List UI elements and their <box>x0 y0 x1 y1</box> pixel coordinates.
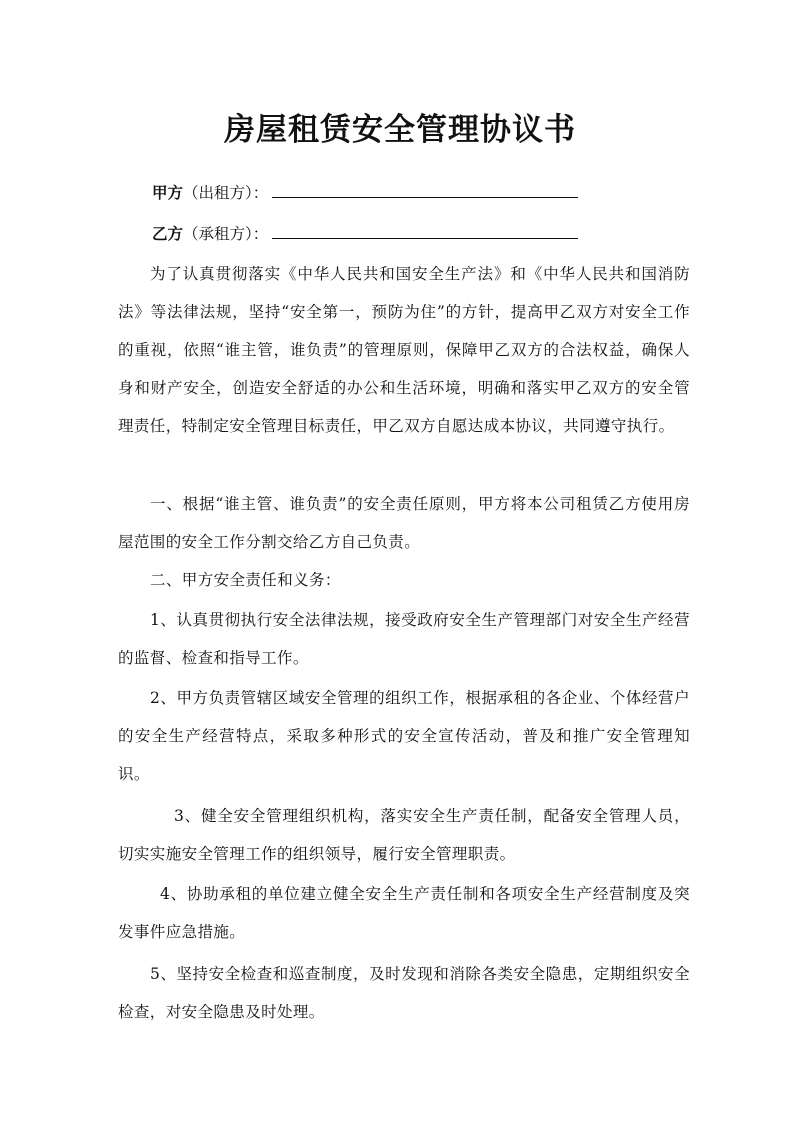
document-title: 房屋租赁安全管理协议书 <box>224 112 576 148</box>
party-b-role: （承租方）： <box>183 225 269 243</box>
clause-2-item-1: 1、认真贯彻执行安全法律法规，接受政府安全生产管理部门对安全生产经营的监督、检查和指导工作。 <box>118 611 690 667</box>
intro-paragraph: 为了认真贯彻落实《中华人民共和国安全生产法》和《中华人民共和国消防法》等法律法规，坚持“安全第一，预防为住”的方针，提高甲乙双方对安全工作的重视，依照“谁主管，谁负责”的管理原则，保障甲乙双方的合法权益，确保人身和财产安全，创造安全舒适的办公和生活环境，明确和落实甲乙双方的安全管理责任，特制定安全管理目标责任，甲乙双方自愿达成本协议，共同遵守执行。 <box>118 265 690 435</box>
clause-1: 一、根据“谁主管、谁负责”的安全责任原则，甲方将本公司租赁乙方使用房屋范围的安全工作分割交给乙方自己负责。 <box>118 495 690 551</box>
party-b-label: 乙方 <box>152 224 184 243</box>
clause-2-item-5: 5、坚持安全检查和巡查制度，及时发现和消除各类安全隐患，定期组织安全检查，对安全隐患及时处理。 <box>118 965 690 1021</box>
clause-2-heading: 二、甲方安全责任和义务： <box>150 571 341 589</box>
clause-2-item-4: 4、协助承租的单位建立健全安全生产责任制和各项安全生产经营制度及突发事件应急措施。 <box>118 885 690 941</box>
party-a-label: 甲方 <box>152 183 184 202</box>
party-b-line <box>152 222 578 246</box>
clause-2-item-2: 2、甲方负责管辖区域安全管理的组织工作，根据承租的各企业、个体经营户的安全生产经营特点，采取多种形式的安全宣传活动，普及和推广安全管理知识。 <box>118 689 690 783</box>
party-a-role: （出租方）： <box>183 184 269 202</box>
party-a-blank-field <box>272 181 578 198</box>
party-a-line <box>152 181 578 205</box>
party-b-blank-field <box>272 222 578 239</box>
clause-2-item-3: 3、健全安全管理组织机构，落实安全生产责任制，配备安全管理人员，切实实施安全管理工作的组织领导，履行安全管理职责。 <box>118 807 690 863</box>
